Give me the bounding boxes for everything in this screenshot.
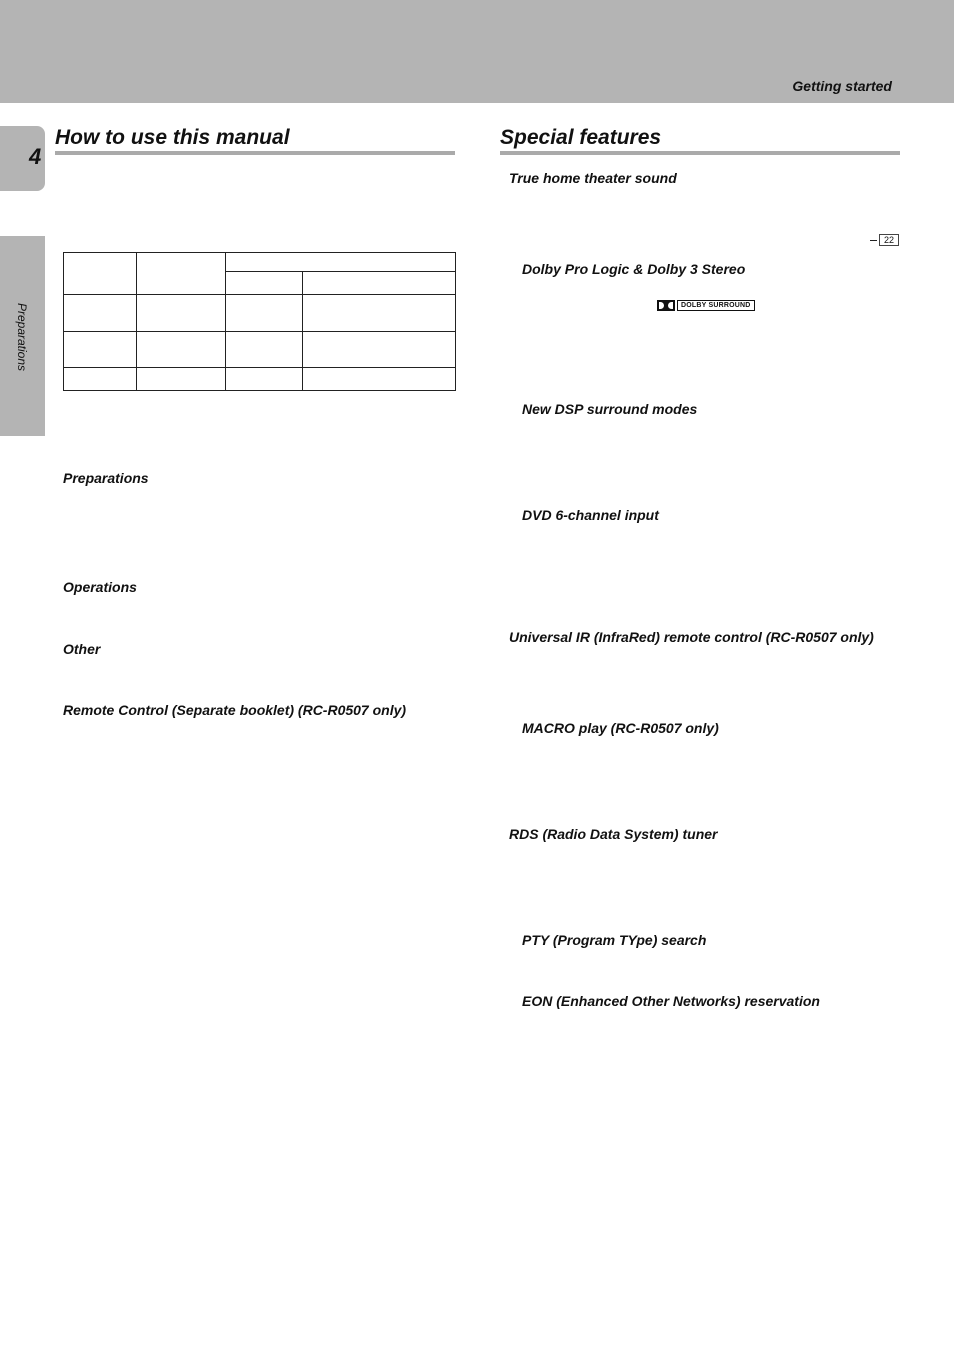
subheading-pty: PTY (Program TYpe) search (522, 932, 707, 948)
dolby-double-d-icon (657, 300, 675, 311)
table-cell (64, 332, 137, 368)
table-cell (226, 368, 303, 391)
subheading-preparations: Preparations (63, 470, 149, 486)
subheading-dvd: DVD 6-channel input (522, 507, 659, 523)
subheading-dolby: Dolby Pro Logic & Dolby 3 Stereo (522, 261, 746, 277)
table-cell (137, 368, 226, 391)
table-cell (64, 368, 137, 391)
side-tab-label: Preparations (15, 302, 29, 372)
table-cell (303, 368, 456, 391)
table-cell (64, 253, 137, 295)
left-column-title: How to use this manual (55, 126, 455, 155)
table-cell (137, 332, 226, 368)
subheading-true-home-theater: True home theater sound (509, 170, 677, 186)
table-cell (226, 332, 303, 368)
dolby-surround-logo (657, 299, 755, 311)
page-number: 4 (29, 144, 42, 169)
table-cell (226, 272, 303, 295)
table-cell (303, 332, 456, 368)
subheading-macro: MACRO play (RC-R0507 only) (522, 720, 719, 736)
table-cell (226, 253, 456, 272)
subheading-other: Other (63, 641, 101, 657)
table-cell (64, 295, 137, 332)
table-cell (303, 295, 456, 332)
table-cell (303, 272, 456, 295)
table-cell (137, 253, 226, 295)
table-cell (226, 295, 303, 332)
dolby-logo-text: DOLBY SURROUND (677, 300, 755, 311)
right-column-title: Special features (500, 126, 900, 155)
pointer-dash (870, 240, 877, 241)
subheading-operations: Operations (63, 579, 137, 595)
page-reference (870, 234, 899, 246)
subheading-remote-control: Remote Control (Separate booklet) (RC-R0507 only) (63, 702, 407, 718)
page-reference-number: 22 (879, 234, 899, 246)
table-cell (137, 295, 226, 332)
subheading-universal-ir: Universal IR (InfraRed) remote control (RC-R0507 only) (509, 629, 874, 645)
subheading-eon: EON (Enhanced Other Networks) reservation (522, 993, 820, 1009)
subheading-dsp: New DSP surround modes (522, 401, 698, 417)
section-label: Getting started (792, 78, 892, 94)
manual-structure-table (63, 252, 456, 391)
subheading-rds: RDS (Radio Data System) tuner (509, 826, 718, 842)
